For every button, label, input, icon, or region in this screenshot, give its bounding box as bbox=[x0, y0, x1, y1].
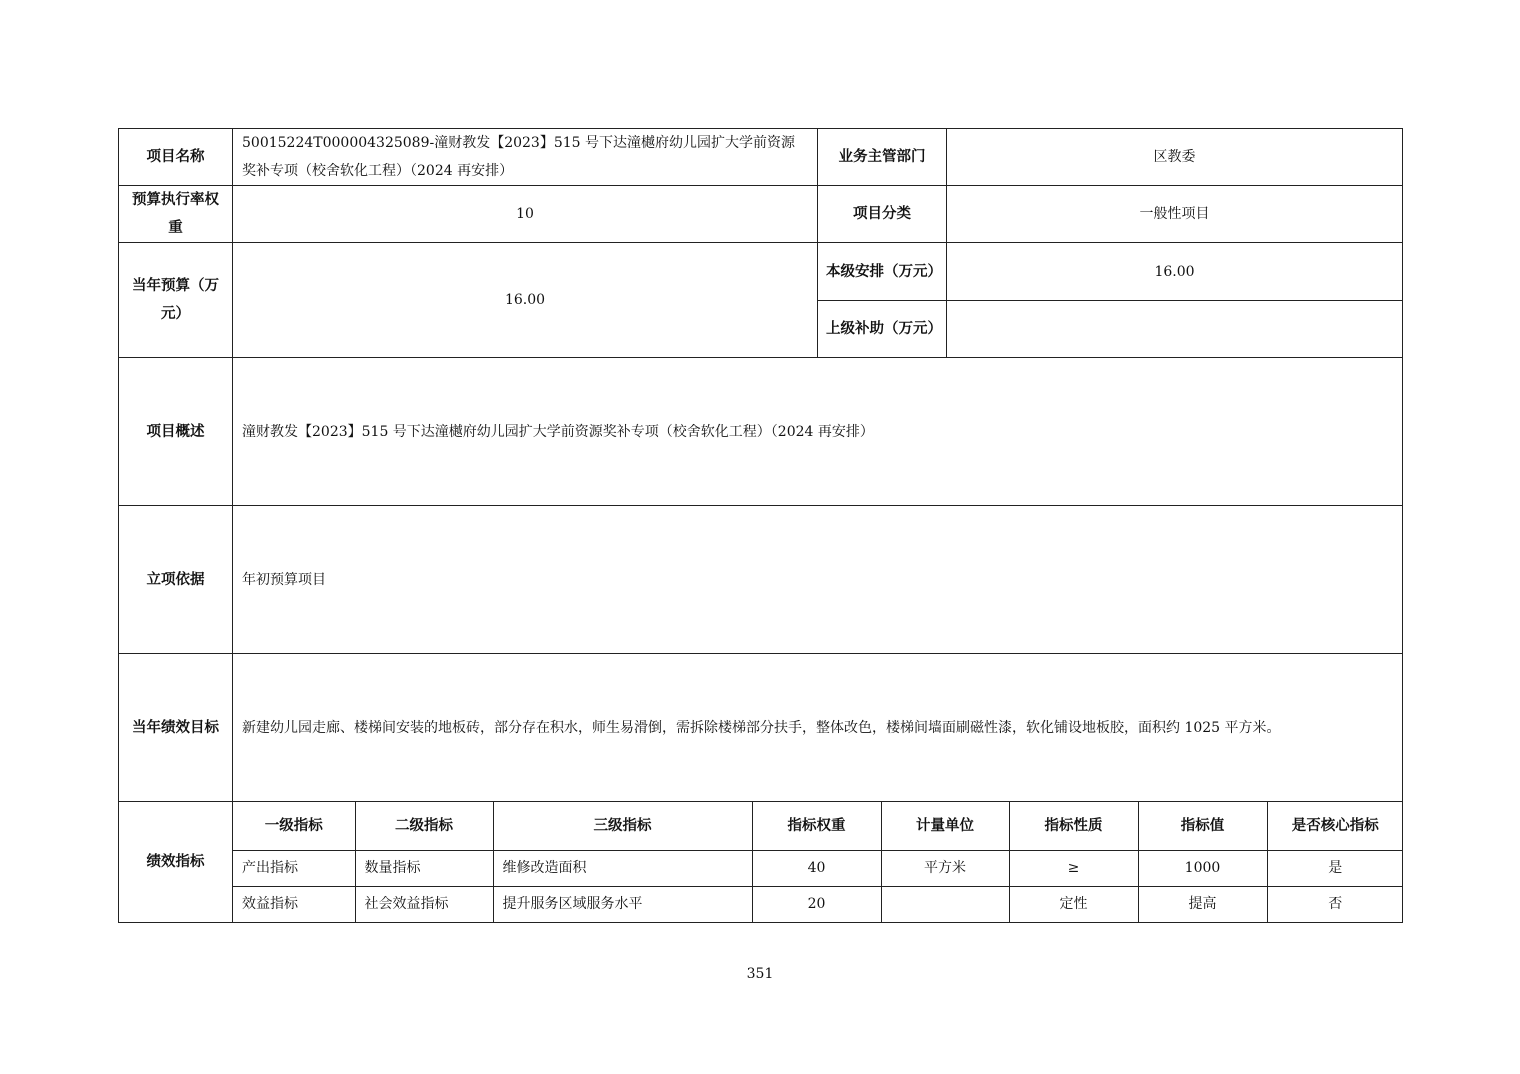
exec-rate-weight-value: 10 bbox=[233, 186, 818, 243]
metric-unit: 平方米 bbox=[881, 850, 1009, 886]
metrics-label: 绩效指标 bbox=[119, 802, 233, 923]
dept-value: 区教委 bbox=[947, 129, 1403, 186]
metrics-header: 一级指标 bbox=[233, 802, 355, 850]
metric-level2: 社会效益指标 bbox=[355, 886, 493, 922]
metrics-table bbox=[233, 802, 1403, 922]
metric-value: 1000 bbox=[1138, 850, 1267, 886]
overview-value: 潼财教发【2023】515 号下达潼樾府幼儿园扩大学前资源奖补专项（校舍软化工程）（2024 再安排） bbox=[233, 358, 1403, 506]
project-name-label: 项目名称 bbox=[119, 129, 233, 186]
budget-label: 当年预算（万元） bbox=[119, 243, 233, 358]
metrics-cell bbox=[233, 802, 1403, 923]
metrics-header: 三级指标 bbox=[493, 802, 752, 850]
metric-nature: 定性 bbox=[1009, 886, 1138, 922]
metric-nature: ≥ bbox=[1009, 850, 1138, 886]
metric-level1: 效益指标 bbox=[233, 886, 355, 922]
metric-level3: 提升服务区域服务水平 bbox=[493, 886, 752, 922]
category-value: 一般性项目 bbox=[947, 186, 1403, 243]
local-arrangement-label: 本级安排（万元） bbox=[818, 243, 947, 301]
metrics-header: 是否核心指标 bbox=[1267, 802, 1403, 850]
upper-subsidy-label: 上级补助（万元） bbox=[818, 301, 947, 358]
metric-level3: 维修改造面积 bbox=[493, 850, 752, 886]
metrics-header-row bbox=[233, 802, 1403, 850]
basis-value: 年初预算项目 bbox=[233, 506, 1403, 654]
metrics-header: 指标权重 bbox=[752, 802, 881, 850]
metric-weight: 20 bbox=[752, 886, 881, 922]
metric-level2: 数量指标 bbox=[355, 850, 493, 886]
goal-label: 当年绩效目标 bbox=[119, 654, 233, 802]
main-table bbox=[118, 128, 1403, 923]
dept-label: 业务主管部门 bbox=[818, 129, 947, 186]
table-row bbox=[233, 850, 1403, 886]
page-number: 351 bbox=[746, 966, 774, 982]
local-arrangement-value: 16.00 bbox=[947, 243, 1403, 301]
metric-value: 提高 bbox=[1138, 886, 1267, 922]
project-performance-table bbox=[118, 128, 1402, 923]
metrics-header: 指标值 bbox=[1138, 802, 1267, 850]
goal-value: 新建幼儿园走廊、楼梯间安装的地板砖，部分存在积水，师生易滑倒，需拆除楼梯部分扶手，整体改色，楼梯间墙面刷磁性漆，软化铺设地板胶，面积约 1025 平方米。 bbox=[233, 654, 1403, 802]
upper-subsidy-value bbox=[947, 301, 1403, 358]
metric-unit bbox=[881, 886, 1009, 922]
table-row bbox=[233, 886, 1403, 922]
exec-rate-weight-label: 预算执行率权重 bbox=[119, 186, 233, 243]
overview-label: 项目概述 bbox=[119, 358, 233, 506]
metric-level1: 产出指标 bbox=[233, 850, 355, 886]
metrics-header: 二级指标 bbox=[355, 802, 493, 850]
metric-weight: 40 bbox=[752, 850, 881, 886]
category-label: 项目分类 bbox=[818, 186, 947, 243]
basis-label: 立项依据 bbox=[119, 506, 233, 654]
metric-core: 否 bbox=[1267, 886, 1403, 922]
budget-value: 16.00 bbox=[233, 243, 818, 358]
metrics-header: 计量单位 bbox=[881, 802, 1009, 850]
metric-core: 是 bbox=[1267, 850, 1403, 886]
project-name-value: 50015224T000004325089-潼财教发【2023】515 号下达潼樾府幼儿园扩大学前资源奖补专项（校舍软化工程）（2024 再安排） bbox=[233, 129, 818, 186]
metrics-header: 指标性质 bbox=[1009, 802, 1138, 850]
